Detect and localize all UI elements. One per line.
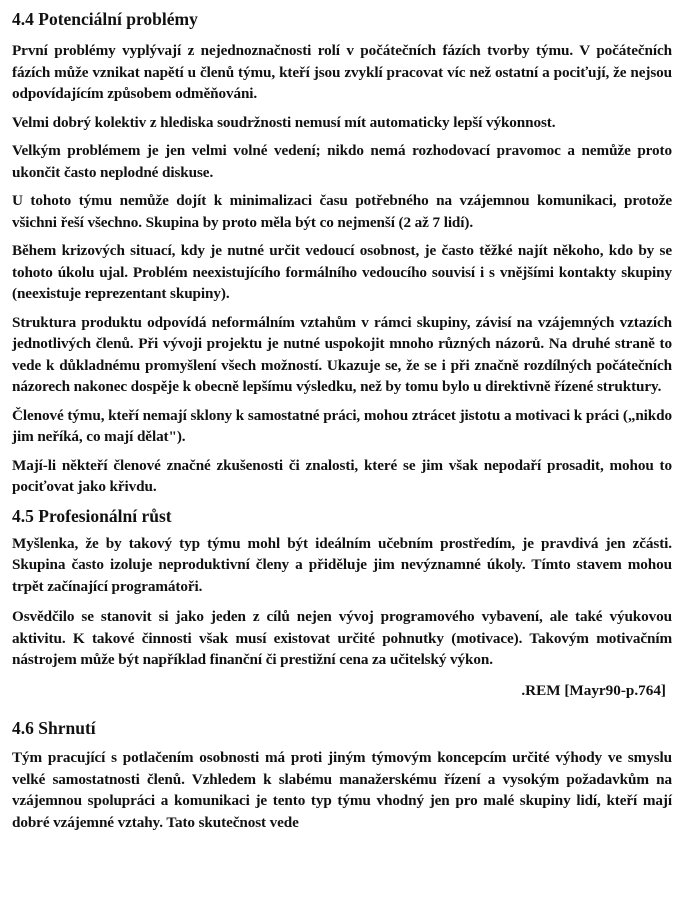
paragraph: Velmi dobrý kolektiv z hlediska soudržnosti nemusí mít automaticky lepší výkonnost.	[12, 113, 556, 131]
paragraph: První problémy vyplývají z nejednoznačnosti rolí v počátečních fázích tvorby týmu. V počátečních fázích může vznikat napětí u členů týmu, kteří jsou zvyklí pracovat víc než ostatní a pociťují, že nejsou odpovídajícím způsobem odměňováni.	[12, 42, 672, 102]
paragraph: U tohoto týmu nemůže dojít k minimalizaci času potřebného na vzájemnou komunikaci, protože všichni řeší všechno. Skupina by proto měla být co nejmenší (2 až 7 lidí).	[12, 192, 672, 231]
section-heading: 4.4 Potenciální problémy	[12, 9, 198, 29]
paragraph: Velkým problémem je jen velmi volné vedení; nikdo nemá rozhodovací pravomoc a nemůže proto ukončit často neplodné diskuse.	[12, 142, 672, 181]
citation: .REM [Mayr90-p.764]	[521, 681, 666, 699]
section-potential-problems	[12, 8, 672, 498]
section-professional-growth	[12, 505, 672, 702]
section-heading: 4.6 Shrnutí	[12, 718, 96, 738]
section-heading: 4.5 Profesionální růst	[12, 505, 172, 526]
paragraph: Během krizových situací, kdy je nutné určit vedoucí osobnost, je často těžké najít někoho, kdo by se tohoto úkolu ujal. Problém neexistujícího formálního vedoucího souvisí i s vnějšími kontakty skupiny (neexistuje reprezentant skupiny).	[12, 242, 672, 302]
paragraph: Tým pracující s potlačením osobnosti má proti jiným týmovým koncepcím určité výhody ve smyslu velké samostatnosti členů. Vzhledem k slabému manažerskému řízení a vysokým požadavkům na vzájemnou spolupráci a komunikaci je tento typ týmu vhodný jen pro malé skupiny lidí, kteří mají dobré vzájemné vztahy. Tato skutečnost vede	[12, 749, 672, 831]
paragraph: Struktura produktu odpovídá neformálním vztahům v rámci skupiny, závisí na vzájemných vztazích jednotlivých členů. Při vývoji projektu je nutné uspokojit mnoho různých názorů. Na druhé straně to vede k důkladnému promyšlení všech možností. Ukazuje se, že se i při značně rozdílných počátečních názorech nakonec dospěje k obecně lepšímu výsledku, než by tomu bylo u direktivně řízené struktury.	[12, 313, 672, 395]
paragraph: Mají-li někteří členové značné zkušenosti či znalosti, které se jim však nepodaří prosadit, mohou to pociťovat jako křivdu.	[12, 456, 672, 495]
section-summary	[12, 717, 672, 833]
paragraph: Členové týmu, kteří nemají sklony k samostatné práci, mohou ztrácet jistotu a motivaci k práci („nikdo jim neříká, co mají dělat").	[12, 406, 672, 445]
paragraph: Myšlenka, že by takový typ týmu mohl být ideálním učebním prostředím, je pravdivá jen zčásti. Skupina často izoluje neproduktivní členy a přiděluje jim nevýznamné úkoly. Tímto stavem mohou trpět začínající programátoři.	[12, 534, 672, 595]
paragraph: Osvědčilo se stanovit si jako jeden z cílů nejen vývoj programového vybavení, ale také výukovou aktivitu. K takové činnosti však musí existovat určité pohnutky (motivace). Takovým motivačním nástrojem může být například finanční či prestižní cena za učitelský výkon.	[12, 608, 672, 668]
